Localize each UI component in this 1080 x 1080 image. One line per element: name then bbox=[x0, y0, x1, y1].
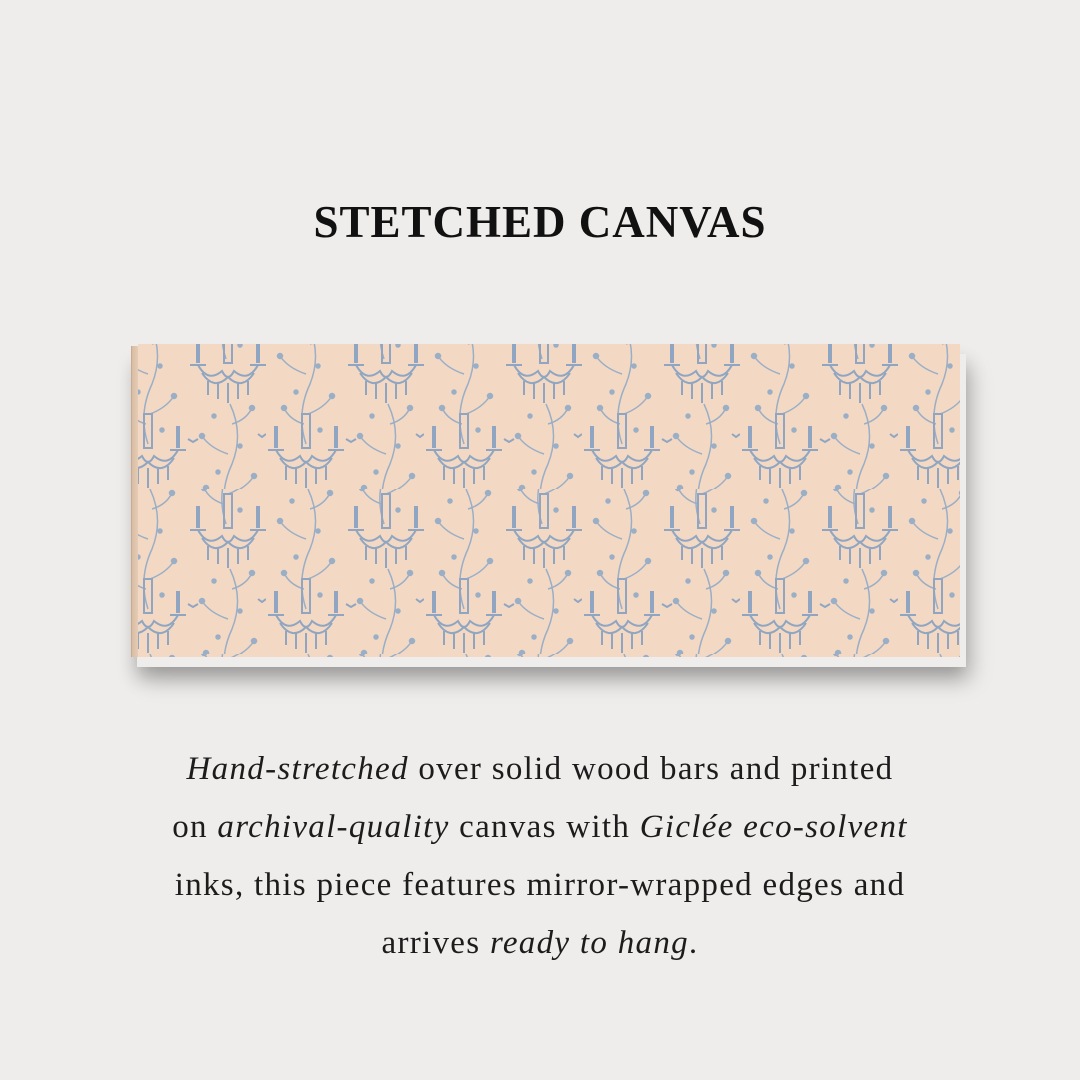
page-title: STETCHED CANVAS bbox=[313, 197, 767, 247]
description-line-3 bbox=[0, 856, 1080, 914]
text-segment: over solid wood bars and printed bbox=[408, 751, 894, 787]
description-line-2 bbox=[0, 798, 1080, 856]
text-segment: arrives bbox=[381, 925, 490, 961]
description-line-1 bbox=[0, 740, 1080, 798]
canvas-product-image bbox=[131, 344, 960, 657]
emphasis-hand-stretched: Hand-stretched bbox=[186, 751, 409, 787]
text-segment: on bbox=[172, 809, 218, 845]
text-segment: . bbox=[688, 925, 699, 961]
product-description bbox=[0, 740, 1080, 972]
emphasis-giclee: Giclée eco-solvent bbox=[639, 809, 908, 845]
emphasis-archival-quality: archival-quality bbox=[217, 809, 450, 845]
canvas-print-face bbox=[138, 344, 960, 657]
emphasis-ready-to-hang: ready to hang bbox=[489, 925, 689, 961]
text-segment: inks, this piece features mirror-wrapped edges and bbox=[174, 867, 906, 903]
text-segment: canvas with bbox=[449, 809, 640, 845]
toile-pattern bbox=[138, 344, 960, 657]
description-line-4 bbox=[0, 914, 1080, 972]
